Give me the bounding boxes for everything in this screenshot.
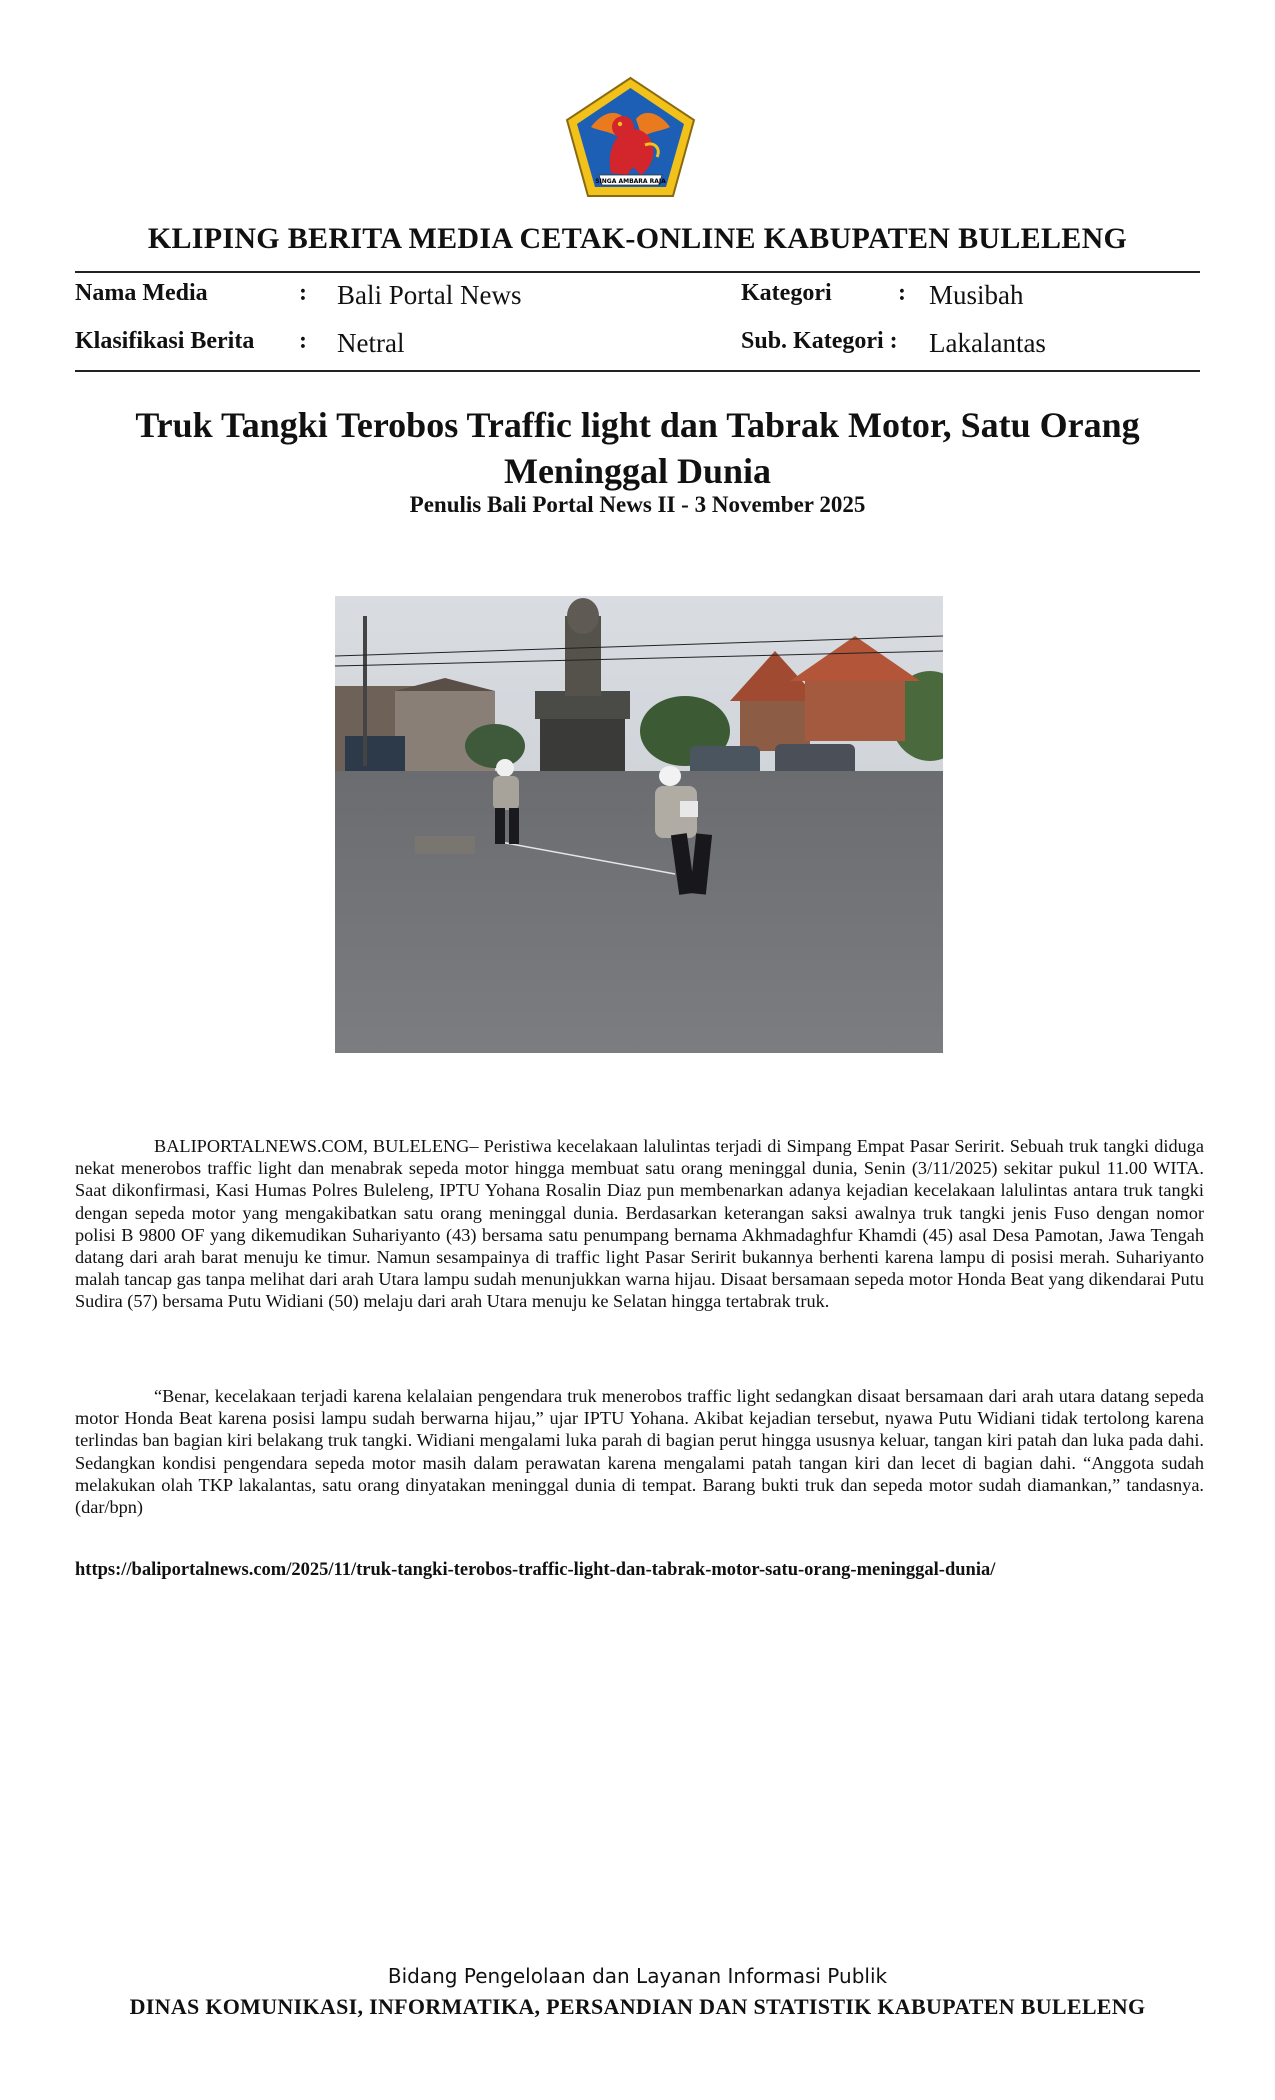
klasifikasi-label: Klasifikasi Berita: [75, 328, 255, 354]
klasifikasi-value: Netral: [337, 328, 405, 358]
news-photo: [335, 596, 943, 1053]
article-title: Truk Tangki Terobos Traffic light dan Tabrak Motor, Satu Orang Meninggal Dunia: [135, 405, 1140, 491]
document-heading: KLIPING BERITA MEDIA CETAK-ONLINE KABUPATEN BULELENG: [147, 222, 1128, 255]
article-paragraph-1-text: BALIPORTALNEWS.COM, BULELENG– Peristiwa kecelakaan lalulintas terjadi di Simpang Empat Pasar Seririt. Sebuah truk tangki diduga nekat menerobos traffic light dan menabrak sepeda motor hingga membuat satu orang meninggal dunia, Senin (3/11/2025) sekitar pukul 11.00 WITA. Saat dikonfirmasi, Kasi Humas Polres Buleleng, IPTU Yohana Rosalin Diaz pun membenarkan adanya kejadian kecelakaan lalulintas antara truk tangki dengan sepeda motor yang mengakibatkan satu orang meninggal dunia. Berdasarkan keterangan saksi awalnya truk tangki jenis Fuso dengan nomor polisi B 9800 OF yang dikemudikan Suhariyanto (43) bersama satu penumpang bernama Akhmadaghfur Khamdi (45) asal Desa Pamotan, Jawa Tengah datang dari arah barat menuju ke timur. Namun sesampainya di traffic light Pasar Seririt bukannya berhenti karena lampu di posisi merah. Suhariyanto malah tancap gas tanpa melihat dari arah Utara lampu sudah menunjukkan warna hijau. Disaat bersamaan sepeda motor Honda Beat yang dikendarai Putu Sudira (57) bersama Putu Widiani (50) melaju dari arah Utara menuju ke Selatan hingga tertabrak truk.: [75, 1136, 1204, 1312]
sub-kategori-label: Sub. Kategori :: [741, 328, 898, 354]
buleleng-crest-logo: [563, 75, 698, 200]
nama-media-value: Bali Portal News: [337, 280, 522, 310]
klasifikasi-separator: :: [299, 328, 307, 354]
top-divider: [75, 271, 1200, 273]
article-paragraph-2-text: “Benar, kecelakaan terjadi karena kelalaian pengendara truk menerobos traffic light sedangkan disaat bersamaan dari arah utara datang sepeda motor Honda Beat karena posisi lampu sudah berwarna hijau,” ujar IPTU Yohana. Akibat kejadian tersebut, nyawa Putu Widiani tidak tertolong karena terlindas ban bagian kiri belakang truk tangki. Widiani mengalami luka parah di bagian perut hingga ususnya keluar, tangan kiri patah dan luka pada dahi. Sedangkan kondisi pengendara sepeda motor masih dalam perawatan karena mengalami patah tangan kiri dan lecet di bagian dahi. “Anggota sudah melakukan olah TKP lakalantas, satu orang dinyatakan meninggal dunia di tempat. Barang bukti truk dan sepeda motor sudah diamankan,” tandasnya.(dar/bpn): [75, 1386, 1204, 1518]
nama-media-separator: :: [299, 280, 307, 306]
kategori-value: Musibah: [929, 280, 1024, 310]
kategori-separator: :: [898, 280, 906, 306]
kategori-label: Kategori: [741, 280, 832, 306]
article-paragraph-1: [75, 1135, 1204, 1313]
crest-motto: SINGA AMBARA RAJA: [595, 178, 666, 185]
sub-kategori-value: Lakalantas: [929, 328, 1046, 358]
nama-media-label: Nama Media: [75, 280, 208, 306]
article-byline: Penulis Bali Portal News II - 3 November 2025: [409, 492, 866, 517]
source-url-link[interactable]: https://baliportalnews.com/2025/11/truk-tangki-terobos-traffic-light-dan-tabrak-motor-satu-orang-meninggal-dunia/: [75, 1560, 996, 1580]
footer-department: Bidang Pengelolaan dan Layanan Informasi Publik: [387, 1964, 888, 1988]
footer-agency: DINAS KOMUNIKASI, INFORMATIKA, PERSANDIAN DAN STATISTIK KABUPATEN BULELENG: [129, 1994, 1146, 2019]
bottom-divider: [75, 370, 1200, 372]
article-paragraph-2: [75, 1385, 1204, 1518]
